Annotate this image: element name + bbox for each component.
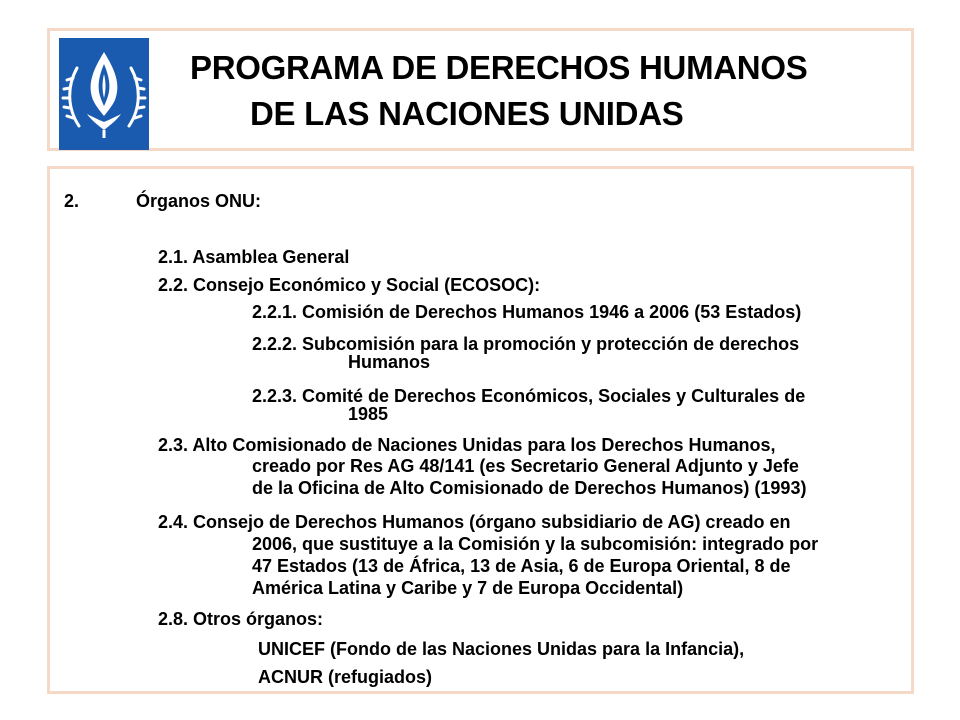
list-item-continuation: de la Oficina de Alto Comisionado de Derechos Humanos) (1993) <box>252 478 807 498</box>
list-item-continuation: 47 Estados (13 de África, 13 de Asia, 6 de Europa Oriental, 8 de <box>252 556 791 576</box>
page-title-line-2: DE LAS NACIONES UNIDAS <box>250 95 684 132</box>
list-item: 2.2.1. Comisión de Derechos Humanos 1946 a 2006 (53 Estados) <box>252 302 802 322</box>
list-item: ACNUR (refugiados) <box>258 667 432 687</box>
list-item: 2.1. Asamblea General <box>158 247 350 267</box>
list-item: UNICEF (Fondo de las Naciones Unidas para la Infancia), <box>258 639 745 659</box>
list-item-continuation: 1985 <box>348 404 389 424</box>
section-number: 2. <box>64 191 80 211</box>
page-title-line-1: PROGRAMA DE DERECHOS HUMANOS <box>190 49 808 86</box>
list-item-continuation: creado por Res AG 48/141 (es Secretario General Adjunto y Jefe <box>252 456 799 476</box>
list-item: 2.2. Consejo Económico y Social (ECOSOC): <box>158 275 541 295</box>
title-box <box>47 28 914 151</box>
list-item-continuation: Humanos <box>348 352 431 372</box>
list-item: 2.8. Otros órganos: <box>158 609 324 629</box>
list-item-continuation: América Latina y Caribe y 7 de Europa Occidental) <box>252 578 684 598</box>
list-item: 2.4. Consejo de Derechos Humanos (órgano subsidiario de AG) creado en <box>158 512 791 532</box>
list-item: 2.2.3. Comité de Derechos Económicos, Sociales y Culturales de <box>252 386 806 406</box>
list-item: 2.3. Alto Comisionado de Naciones Unidas para los Derechos Humanos, <box>158 435 776 455</box>
content-box <box>47 166 914 694</box>
list-item-continuation: 2006, que sustituye a la Comisión y la subcomisión: integrado por <box>252 534 819 554</box>
list-item: 2.2.2. Subcomisión para la promoción y protección de derechos <box>252 334 800 354</box>
un-human-rights-flame-icon <box>59 38 149 150</box>
section-title: Órganos ONU: <box>136 191 262 211</box>
